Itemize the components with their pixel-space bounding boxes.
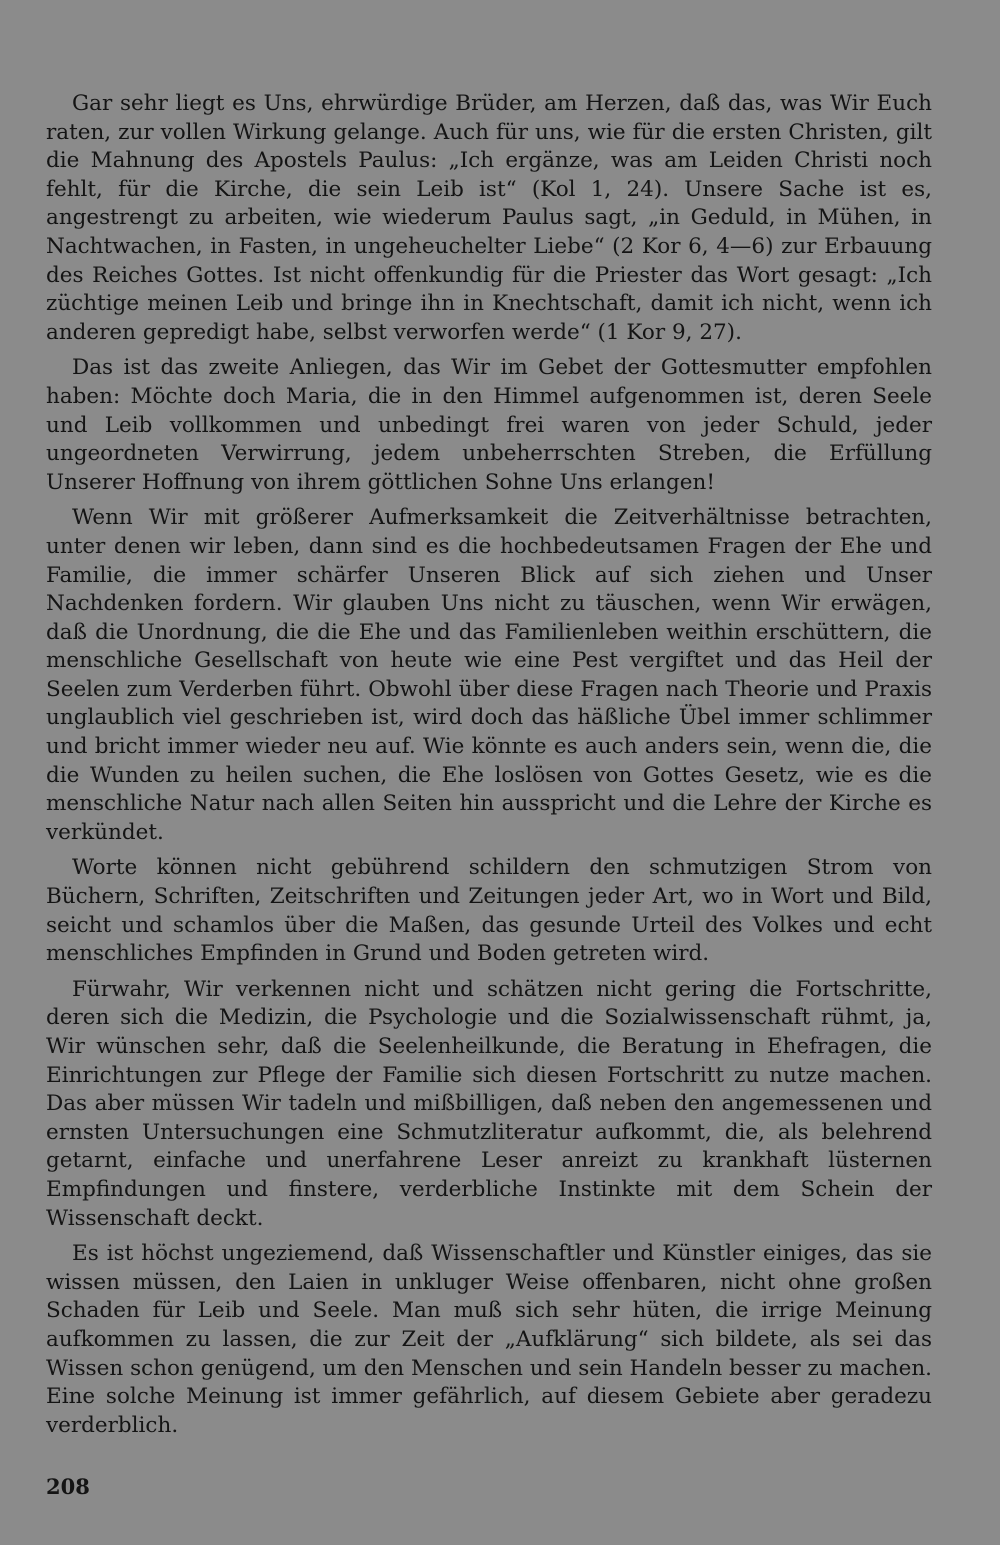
- paragraph-2: Das ist das zweite Anliegen, das Wir im Gebet der Gottesmutter empfohlen haben: Möchte doch Maria, die in den Himmel aufgenommen ist, deren Seele und Leib vollkommen und unbedingt frei waren von jeder Schuld, jeder ungeordneten Verwirrung, jedem unbeherrschten Streben, die Erfüllung Unserer Hoffnung von ihrem göttlichen Sohne Uns erlangen!: [46, 355, 932, 495]
- paragraph-4: Worte können nicht gebührend schildern den schmutzigen Strom von Büchern, Schriften, Zeitschriften und Zeitungen jeder Art, wo in Wort und Bild, seicht und schamlos über die Maßen, das gesunde Urteil des Volkes und echt menschliches Empfinden in Grund und Boden getreten wird.: [46, 855, 932, 967]
- paragraph-3: Wenn Wir mit größerer Aufmerksamkeit die Zeitverhältnisse betrachten, unter denen wir leben, dann sind es die hochbedeutsamen Fragen der Ehe und Familie, die immer schärfer Unseren Blick auf sich ziehen und Unser Nachdenken fordern. Wir glauben Uns nicht zu täuschen, wenn Wir erwägen, daß die Unordnung, die die Ehe und das Familienleben weithin erschüttern, die menschliche Gesellschaft von heute wie eine Pest vergiftet und das Heil der Seelen zum Verderben führt. Obwohl über diese Fragen nach Theorie und Praxis unglaublich viel geschrieben ist, wird doch das häßliche Übel immer schlimmer und bricht immer wieder neu auf. Wie könnte es auch anders sein, wenn die, die die Wunden zu heilen suchen, die Ehe loslösen von Gottes Gesetz, wie es die menschliche Natur nach allen Seiten hin ausspricht und die Lehre der Kirche es verkündet.: [46, 505, 932, 845]
- body-text: [46, 90, 932, 1447]
- page-number: 208: [46, 1474, 90, 1499]
- paragraph-1: Gar sehr liegt es Uns, ehrwürdige Brüder, am Herzen, daß das, was Wir Euch raten, zur vollen Wirkung gelange. Auch für uns, wie für die ersten Christen, gilt die Mahnung des Apostels Paulus: „Ich ergänze, was am Leiden Christi noch fehlt, für die Kirche, die sein Leib ist“ (Kol 1, 24). Unsere Sache ist es, angestrengt zu arbeiten, wie wiederum Paulus sagt, „in Geduld, in Mühen, in Nachtwachen, in Fasten, in ungeheuchelter Liebe“ (2 Kor 6, 4—6) zur Erbauung des Reiches Gottes. Ist nicht offenkundig für die Priester das Wort gesagt: „Ich züchtige meinen Leib und bringe ihn in Knechtschaft, damit ich nicht, wenn ich anderen gepredigt habe, selbst verworfen werde“ (1 Kor 9, 27).: [46, 91, 932, 345]
- paragraph-6: Es ist höchst ungeziemend, daß Wissenschaftler und Künstler einiges, das sie wissen müssen, den Laien in unkluger Weise offenbaren, nicht ohne großen Schaden für Leib und Seele. Man muß sich sehr hüten, die irrige Meinung aufkommen zu lassen, die zur Zeit der „Aufklärung“ sich bildete, als sei das Wissen schon genügend, um den Menschen und sein Handeln besser zu machen. Eine solche Meinung ist immer gefährlich, auf diesem Gebiete aber geradezu verderblich.: [46, 1241, 932, 1438]
- paragraph-5: Fürwahr, Wir verkennen nicht und schätzen nicht gering die Fortschritte, deren sich die Medizin, die Psychologie und die Sozialwissenschaft rühmt, ja, Wir wünschen sehr, daß die Seelenheilkunde, die Beratung in Ehefragen, die Einrichtungen zur Pflege der Familie sich diesen Fortschritt zu nutze machen. Das aber müssen Wir tadeln und mißbilligen, daß neben den angemessenen und ernsten Untersuchungen eine Schmutzliteratur aufkommt, die, als belehrend getarnt, einfache und unerfahrene Leser anreizt zu krankhaft lüsternen Empfindungen und finstere, verderbliche Instinkte mit dem Schein der Wissenschaft deckt.: [46, 976, 932, 1231]
